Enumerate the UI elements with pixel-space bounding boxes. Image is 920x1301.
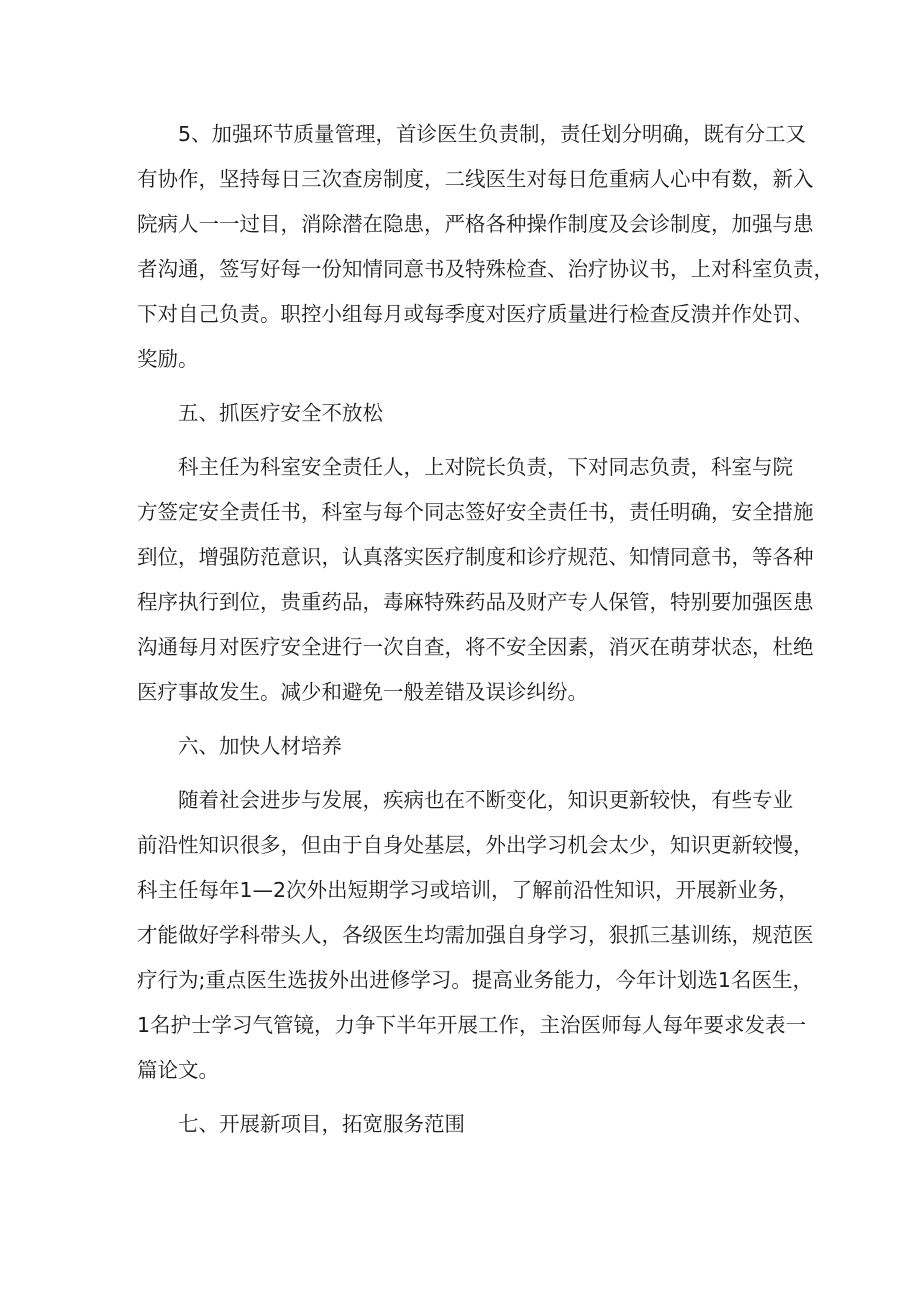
text-line: 院病人一一过目，消除潜在隐患，严格各种操作制度及会诊制度，加强与患 [137,212,814,236]
text-line: 者沟通，签写好每一份知情同意书及特殊检查、治疗协议书，上对科室负责， [137,257,834,281]
text-line: 方签定安全责任书，科室与每个同志签好安全责任书，责任明确，安全措施 [137,500,814,524]
text-line: 随着社会进步与发展，疾病也在不断变化，知识更新较快，有些专业 [178,788,793,812]
text-line: 下对自己负责。职控小组每月或每季度对医疗质量进行检查反溃并作处罚、 [137,302,814,326]
text-line: 科主任为科室安全责任人，上对院长负责，下对同志负责，科室与院 [178,455,793,479]
text-line: 科主任每年1—2次外出短期学习或培训，了解前沿性知识，开展新业务， [137,878,799,902]
text-line: 篇论文。 [137,1058,219,1082]
text-line: 有协作，坚持每日三次查房制度，二线医生对每日危重病人心中有数，新入 [137,167,814,191]
heading-text: 七、开展新项目，拓宽服务范围 [178,1112,465,1136]
section-heading [137,391,792,436]
text-line: 医疗事故发生。减少和避免一般差错及误诊纠纷。 [137,680,588,704]
text-line: 前沿性知识很多，但由于自身处基层，外出学习机会太少，知识更新较慢， [137,833,814,857]
document-body [137,112,834,1147]
text-line: 疗行为;重点医生选拔外出进修学习。提高业务能力，今年计划选1名医生， [137,968,813,992]
paragraph [137,778,814,1093]
text-line: 5、加强环节质量管理，首诊医生负责制，责任划分明确，既有分工又 [178,122,807,146]
text-line: 到位，增强防范意识，认真落实医疗制度和诊疗规范、知情同意书，等各种 [137,545,814,569]
text-line: 沟通每月对医疗安全进行一次自查，将不安全因素，消灭在萌芽状态，杜绝 [137,635,814,659]
text-line: 程序执行到位，贵重药品，毒麻特殊药品及财产专人保管，特别要加强医患 [137,590,814,614]
paragraph [137,445,814,715]
section-heading [137,724,792,769]
text-line: 1名护士学习气管镜，力争下半年开展工作，主治医师每人每年要求发表一 [137,1013,807,1037]
heading-text: 五、抓医疗安全不放松 [178,401,383,425]
heading-text: 六、加快人材培养 [178,734,342,758]
text-line: 才能做好学科带头人，各级医生均需加强自身学习，狠抓三基训练，规范医 [137,923,814,947]
section-heading [137,1102,792,1147]
paragraph [137,112,834,382]
text-line: 奖励。 [137,347,199,371]
